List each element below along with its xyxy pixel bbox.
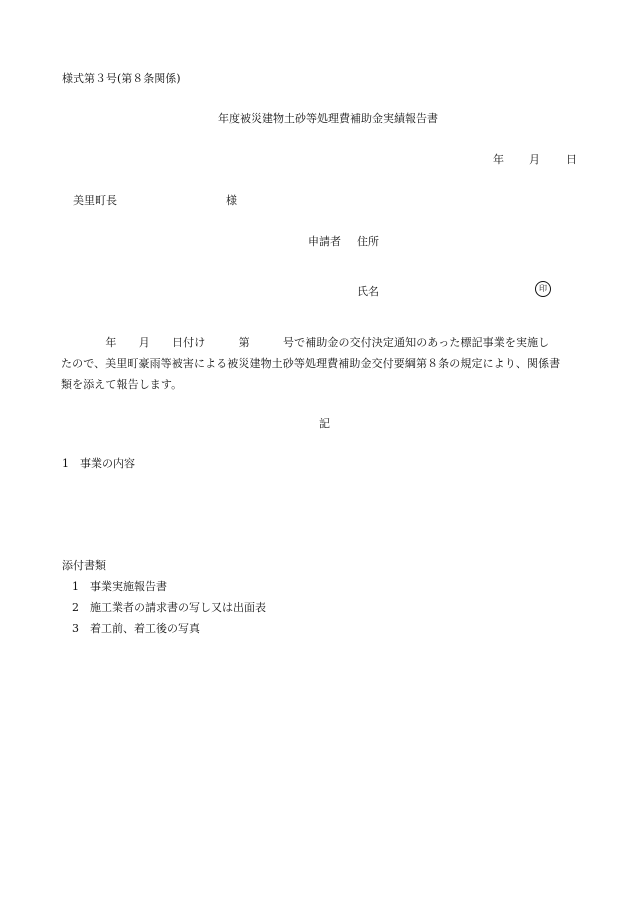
list-item — [72, 618, 266, 639]
list-item — [72, 576, 266, 597]
date-month-label: 月 — [529, 153, 540, 166]
body-line-3: 類を添えて報告します。 — [61, 378, 183, 391]
applicant-label: 申請者 — [308, 235, 341, 248]
attachments-list — [72, 576, 266, 639]
section-business-content: 1 事業の内容 — [62, 457, 135, 470]
name-label: 氏名 — [357, 285, 379, 298]
list-item-number: 2 — [72, 601, 79, 614]
date-day-label: 日 — [566, 153, 577, 166]
list-item — [72, 597, 266, 618]
list-item-text: 施工業者の請求書の写し又は出面表 — [90, 601, 266, 614]
body-line-2: たので、美里町豪雨等被害による被災建物土砂等処理費補助金交付要綱第８条の規定により、関係書 — [61, 357, 561, 370]
list-item-text: 事業実施報告書 — [90, 580, 167, 593]
attachments-title: 添付書類 — [62, 559, 106, 572]
report-body — [61, 332, 571, 395]
list-item-number: 3 — [72, 622, 79, 635]
list-item-text: 着工前、着工後の写真 — [90, 622, 200, 635]
document-title: 年度被災建物土砂等処理費補助金実績報告書 — [218, 112, 438, 125]
honorific: 様 — [226, 194, 237, 207]
list-item-number: 1 — [72, 580, 79, 593]
recipient: 美里町長 — [73, 194, 117, 207]
seal-mark: 印 — [535, 281, 551, 297]
body-line-1: 年 月 日付け 第 号で補助金の交付決定通知のあった標記事業を実施し — [61, 336, 550, 349]
form-number: 様式第３号(第８条関係) — [62, 72, 181, 85]
address-label: 住所 — [357, 235, 379, 248]
date-year-label: 年 — [493, 153, 504, 166]
ki-heading: 記 — [319, 417, 330, 430]
